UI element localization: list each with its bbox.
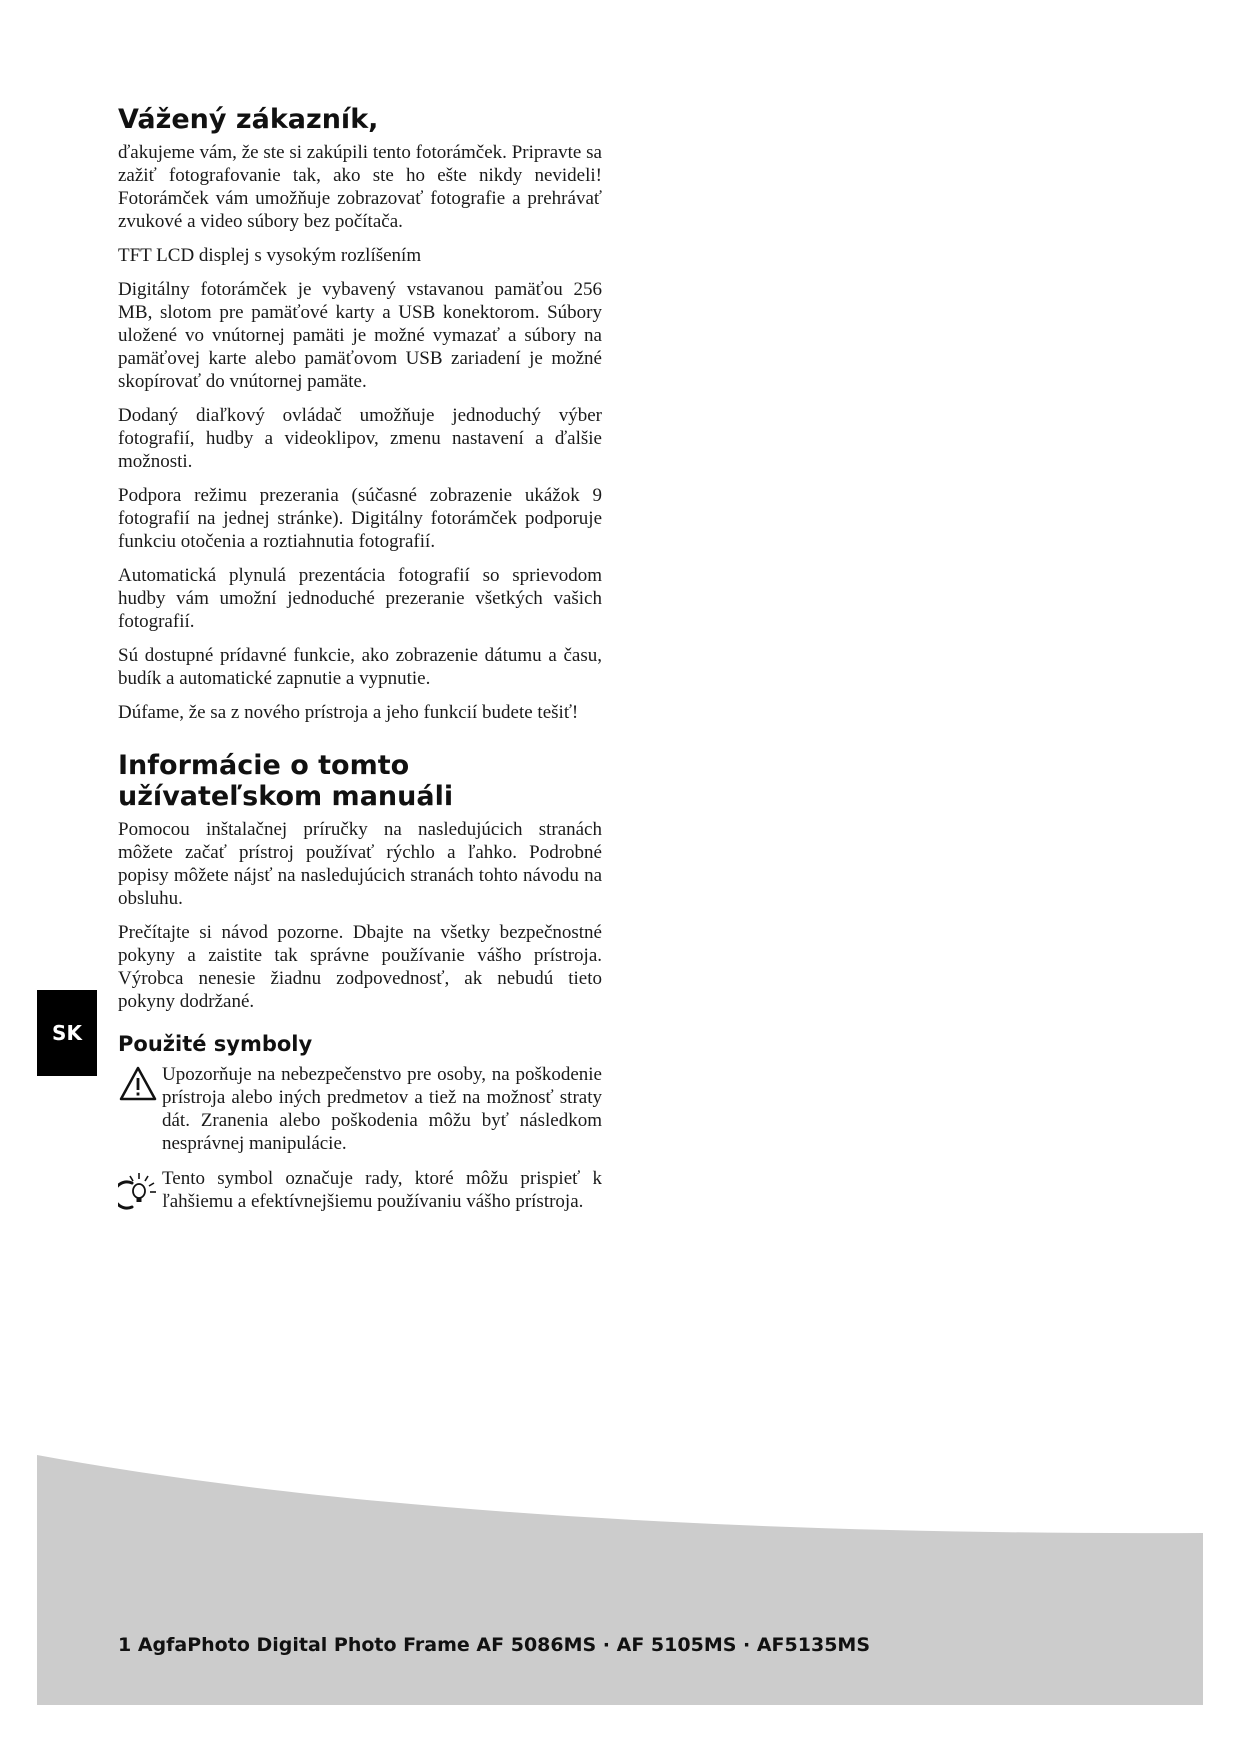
tip-text: Tento symbol označuje rady, ktoré môžu prispieť k ľahšiemu a efektívnejšiemu používaniu vášho prístroja. xyxy=(162,1168,602,1212)
warning-text: Upozorňuje na nebezpečenstvo pre osoby, na poškodenie prístroja alebo iných predmetov a tiež na možnosť straty dát. Zranenia alebo poškodenia môžu byť následkom nesprávnej manipulácie. xyxy=(162,1064,602,1154)
feature-thumbnail: Podpora režimu prezerania (súčasné zobrazenie ukážok 9 fotografií na jednej stránke). Digitálny fotorámček podporuje funkciu otočenia a roztiahnutia fotografií. xyxy=(118,485,602,552)
feature-memory: Digitálny fotorámček je vybavený vstavanou pamäťou 256 MB, slotom pre pamäťové karty a USB konektorom. Súbory uložené vo vnútornej pamäti je možné vymazať a súbory na pamäťovej karte alebo pamäťovom USB zariadení je možné skopírovať do vnútornej pamäte. xyxy=(118,279,602,392)
footer-band xyxy=(37,1455,1203,1705)
symbols-heading: Použité symboly xyxy=(118,1032,313,1056)
safety-paragraph: Prečítajte si návod pozorne. Dbajte na všetky bezpečnostné pokyny a zaistite tak správne používanie vášho prístroja. Výrobca nenesie žiadnu zodpovednosť, ak nebudú tieto pokyny dodržané. xyxy=(118,922,602,1012)
feature-remote: Dodaný diaľkový ovládač umožňuje jednoduchý výber fotografií, hudby a videoklipov, zmenu nastavení a ďalšie možnosti. xyxy=(118,405,602,472)
welcome-heading: Vážený zákazník, xyxy=(118,104,379,135)
feature-slideshow: Automatická plynulá prezentácia fotografií so sprievodom hudby vám umožní jednoduché prezeranie všetkých vašich fotografií. xyxy=(118,565,602,632)
warning-symbol-row xyxy=(118,1063,602,1155)
closing-paragraph: Dúfame, že sa z nového prístroja a jeho funkcií budete tešiť! xyxy=(118,702,579,723)
feature-extras: Sú dostupné prídavné funkcie, ako zobrazenie dátumu a času, budík a automatické zapnutie a vypnutie. xyxy=(118,645,602,689)
lightbulb-tip-icon xyxy=(118,1167,162,1216)
footer-page-label: 1 AgfaPhoto Digital Photo Frame AF 5086MS · AF 5105MS · AF5135MS xyxy=(118,1634,871,1656)
language-tab: SK xyxy=(37,990,97,1076)
tip-symbol-row xyxy=(118,1167,602,1216)
feature-display: TFT LCD displej s vysokým rozlíšením xyxy=(118,245,422,266)
main-column xyxy=(118,104,602,1228)
manual-info-heading: Informácie o tomto užívateľskom manuáli xyxy=(118,750,454,812)
manual-info-paragraph: Pomocou inštalačnej príručky na nasledujúcich stranách môžete začať prístroj používať rýchlo a ľahko. Podrobné popisy môžete nájsť na nasledujúcich stranách tohto návodu na obsluhu. xyxy=(118,819,602,909)
intro-paragraph: ďakujeme vám, že ste si zakúpili tento fotorámček. Pripravte sa zažiť fotografovanie tak, ako ste ho ešte nikdy nevideli! Fotorámček vám umožňuje zobrazovať fotografie a prehrávať zvukové a video súbory bez počítača. xyxy=(118,142,602,232)
warning-triangle-icon xyxy=(118,1063,162,1108)
